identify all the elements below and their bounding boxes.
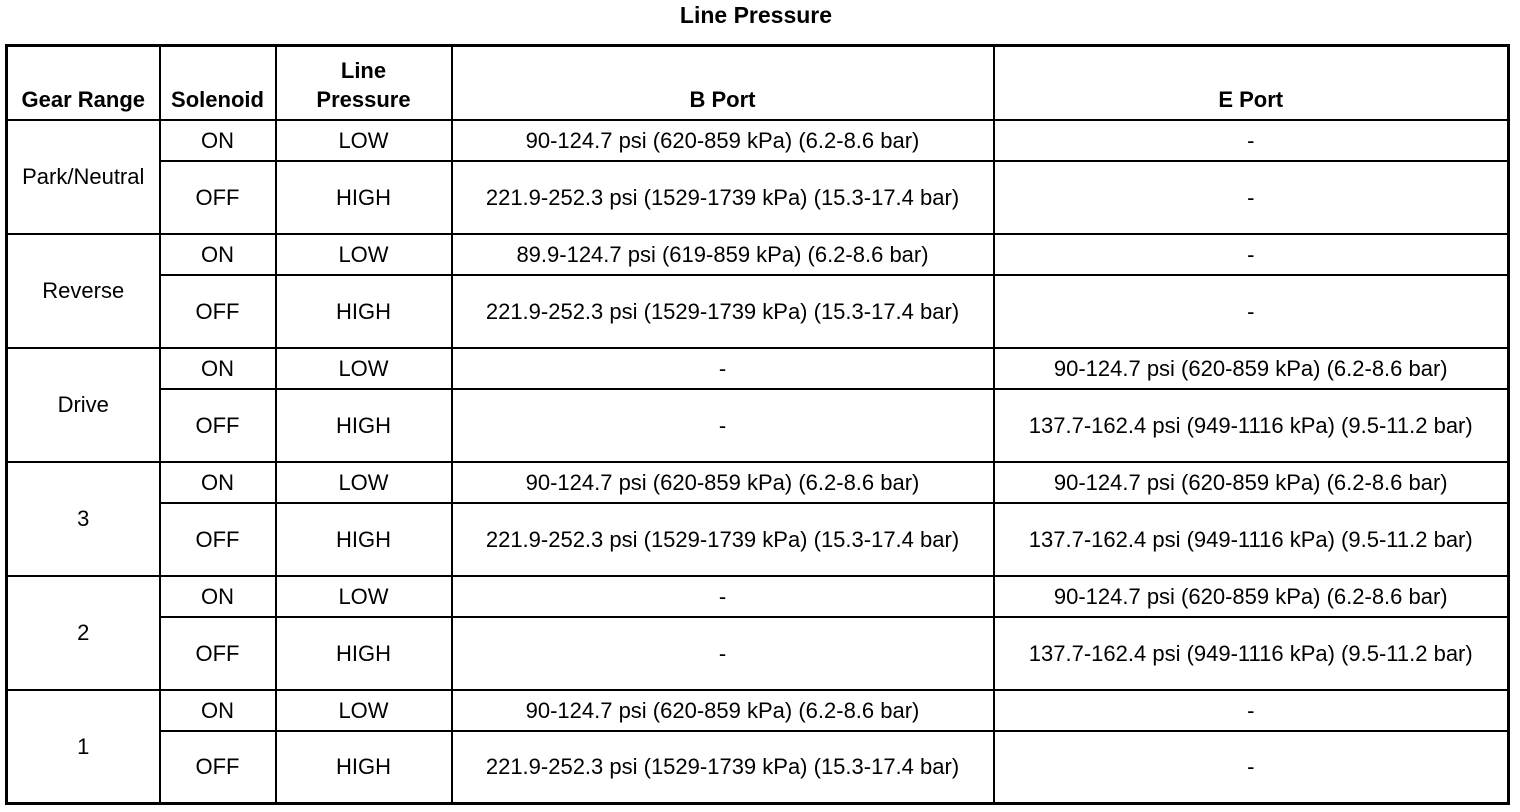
gear-range-cell: Drive [7,348,160,462]
e-port-cell: - [994,120,1509,161]
gear-range-cell: 3 [7,462,160,576]
b-port-cell: 221.9-252.3 psi (1529-1739 kPa) (15.3-17.4 bar) [452,503,994,576]
table-row [7,576,1509,617]
e-port-cell: - [994,690,1509,731]
line-pressure-table [5,44,1510,805]
table-body [7,120,1509,804]
gear-range-cell: 2 [7,576,160,690]
header-row [7,46,1509,120]
b-port-cell: - [452,576,994,617]
line-pressure-cell: HIGH [276,503,452,576]
header-gear-range: Gear Range [7,46,160,120]
solenoid-cell: ON [160,462,276,503]
header-e-port: E Port [994,46,1509,120]
table-row [7,617,1509,690]
header-solenoid: Solenoid [160,46,276,120]
b-port-cell: 89.9-124.7 psi (619-859 kPa) (6.2-8.6 bar) [452,234,994,275]
table-row [7,462,1509,503]
line-pressure-cell: HIGH [276,161,452,234]
line-pressure-cell: HIGH [276,275,452,348]
b-port-cell: 221.9-252.3 psi (1529-1739 kPa) (15.3-17.4 bar) [452,275,994,348]
gear-range-cell: 1 [7,690,160,804]
line-pressure-cell: HIGH [276,389,452,462]
solenoid-cell: OFF [160,503,276,576]
e-port-cell: 137.7-162.4 psi (949-1116 kPa) (9.5-11.2 bar) [994,617,1509,690]
table-row [7,503,1509,576]
table-row [7,234,1509,275]
b-port-cell: - [452,348,994,389]
line-pressure-cell: LOW [276,690,452,731]
e-port-cell: - [994,234,1509,275]
gear-range-cell: Reverse [7,234,160,348]
solenoid-cell: ON [160,234,276,275]
header-line-pressure: Line Pressure [276,46,452,120]
line-pressure-cell: HIGH [276,617,452,690]
b-port-cell: 90-124.7 psi (620-859 kPa) (6.2-8.6 bar) [452,690,994,731]
solenoid-cell: ON [160,120,276,161]
e-port-cell: 90-124.7 psi (620-859 kPa) (6.2-8.6 bar) [994,462,1509,503]
solenoid-cell: ON [160,576,276,617]
b-port-cell: 90-124.7 psi (620-859 kPa) (6.2-8.6 bar) [452,462,994,503]
b-port-cell: - [452,389,994,462]
b-port-cell: 221.9-252.3 psi (1529-1739 kPa) (15.3-17.4 bar) [452,161,994,234]
line-pressure-cell: HIGH [276,731,452,804]
solenoid-cell: OFF [160,617,276,690]
b-port-cell: - [452,617,994,690]
e-port-cell: - [994,275,1509,348]
solenoid-cell: OFF [160,389,276,462]
e-port-cell: - [994,161,1509,234]
table-row [7,275,1509,348]
page-title: Line Pressure [679,2,833,28]
solenoid-cell: ON [160,348,276,389]
solenoid-cell: ON [160,690,276,731]
e-port-cell: 90-124.7 psi (620-859 kPa) (6.2-8.6 bar) [994,576,1509,617]
e-port-cell: - [994,731,1509,804]
table-row [7,161,1509,234]
table-row [7,348,1509,389]
solenoid-cell: OFF [160,161,276,234]
table-row [7,120,1509,161]
line-pressure-cell: LOW [276,120,452,161]
line-pressure-cell: LOW [276,576,452,617]
table-row [7,690,1509,731]
table-row [7,731,1509,804]
solenoid-cell: OFF [160,731,276,804]
header-b-port: B Port [452,46,994,120]
e-port-cell: 137.7-162.4 psi (949-1116 kPa) (9.5-11.2 bar) [994,389,1509,462]
line-pressure-cell: LOW [276,348,452,389]
e-port-cell: 137.7-162.4 psi (949-1116 kPa) (9.5-11.2 bar) [994,503,1509,576]
e-port-cell: 90-124.7 psi (620-859 kPa) (6.2-8.6 bar) [994,348,1509,389]
gear-range-cell: Park/Neutral [7,120,160,234]
solenoid-cell: OFF [160,275,276,348]
line-pressure-cell: LOW [276,234,452,275]
b-port-cell: 221.9-252.3 psi (1529-1739 kPa) (15.3-17.4 bar) [452,731,994,804]
b-port-cell: 90-124.7 psi (620-859 kPa) (6.2-8.6 bar) [452,120,994,161]
table-row [7,389,1509,462]
line-pressure-cell: LOW [276,462,452,503]
